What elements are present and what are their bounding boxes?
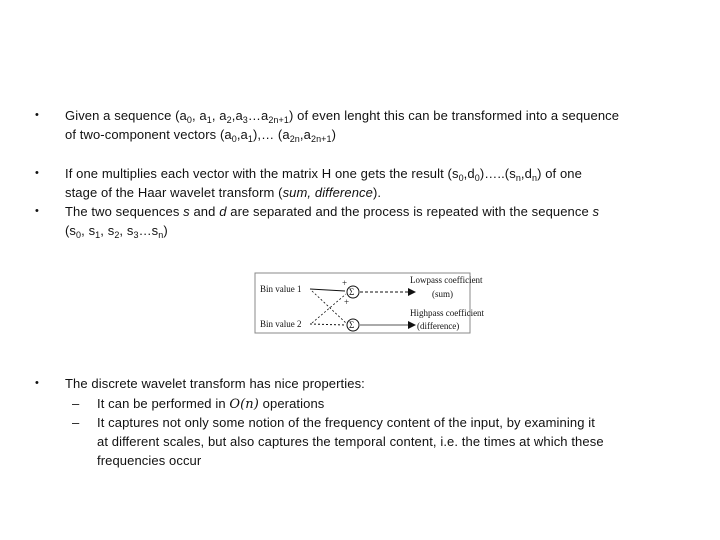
text-line <box>65 204 599 219</box>
subscript: 0 <box>186 115 192 125</box>
lowpass-sub: (sum) <box>432 289 453 299</box>
text-segment: , s <box>119 223 134 238</box>
text-segment: operations <box>258 396 325 411</box>
text-segment: ) of even lenght this can be transformed into a sequence <box>289 108 620 123</box>
subscript: n <box>158 230 164 240</box>
bullet-icon: • <box>35 109 39 121</box>
text-segment: ,d <box>520 166 532 181</box>
subscript: 2 <box>114 230 120 240</box>
text-segment: stage of the Haar wavelet transform ( <box>65 185 283 200</box>
text-segment: ). <box>372 185 382 200</box>
text-line <box>65 108 619 123</box>
plus-sign: + <box>344 297 350 307</box>
text-segment: and <box>189 204 220 219</box>
subscript: 2n+1 <box>268 115 290 125</box>
text-line <box>65 185 381 200</box>
text-segment: ,a <box>231 108 243 123</box>
subscript: 0 <box>231 134 237 144</box>
subscript: 0 <box>458 173 464 183</box>
text-line <box>65 376 365 391</box>
text-segment: of two-component vectors (a <box>65 127 232 142</box>
text-segment: ) <box>163 223 168 238</box>
text-line <box>97 396 324 412</box>
text-segment: …a <box>247 108 269 123</box>
text-line <box>97 453 201 468</box>
text-segment: O(n) <box>229 397 259 412</box>
text-segment: ,a <box>299 127 311 142</box>
text-segment: The two sequences <box>65 204 184 219</box>
text-segment: s <box>183 204 190 219</box>
text-segment: (s <box>65 223 77 238</box>
subscript: n <box>531 173 538 183</box>
subscript: 1 <box>206 115 212 125</box>
text-line <box>97 415 595 430</box>
highpass-sub: (difference) <box>417 321 460 331</box>
text-segment: are separated and the process is repeated with the sequence <box>226 204 593 219</box>
plus-sign: + <box>342 278 348 288</box>
text-segment: ),… (a <box>252 127 290 142</box>
sum-symbol: Σ <box>349 287 355 297</box>
haar-diagram <box>250 270 485 336</box>
bullet-icon: • <box>35 205 39 217</box>
subscript: n <box>515 173 521 183</box>
text-segment: The discrete wavelet transform has nice properties: <box>65 376 365 391</box>
text-line <box>97 434 604 449</box>
text-segment: Given a sequence (a <box>65 108 187 123</box>
subscript: 2 <box>226 115 232 125</box>
input-label-2: Bin value 2 <box>260 319 302 329</box>
text-segment: sum, difference <box>282 185 373 200</box>
text-segment: …s <box>138 223 159 238</box>
text-segment: It captures not only some notion of the frequency content of the input, by examining it <box>97 415 595 430</box>
text-segment: It can be performed in <box>97 396 230 411</box>
bullet-icon: • <box>35 167 39 179</box>
subscript: 3 <box>242 115 248 125</box>
text-segment: d <box>219 204 227 219</box>
dash-icon: – <box>72 415 80 430</box>
subscript: 0 <box>474 173 480 183</box>
subscript: 3 <box>133 230 139 240</box>
text-segment: , s <box>81 223 96 238</box>
text-segment: , s <box>100 223 115 238</box>
text-segment: frequencies occur <box>97 453 202 468</box>
text-segment: ) of one <box>537 166 582 181</box>
subscript: 2n+1 <box>310 134 332 144</box>
text-segment: ,d <box>463 166 475 181</box>
text-line <box>65 166 582 181</box>
text-segment: , a <box>191 108 207 123</box>
text-segment: )…..(s <box>479 166 516 181</box>
text-segment: s <box>592 204 600 219</box>
subscript: 2n <box>289 134 300 144</box>
subscript: 1 <box>247 134 253 144</box>
highpass-label: Highpass coefficient <box>410 308 485 318</box>
dash-icon: – <box>72 396 80 411</box>
text-line <box>65 127 336 142</box>
text-segment: ,a <box>236 127 248 142</box>
text-segment: , a <box>211 108 227 123</box>
bullet-icon: • <box>35 377 39 389</box>
subscript: 1 <box>95 230 101 240</box>
sum-symbol: Σ <box>349 320 355 330</box>
lowpass-label: Lowpass coefficient <box>410 275 483 285</box>
input-label-1: Bin value 1 <box>260 284 302 294</box>
text-line <box>65 223 168 238</box>
text-segment: ) <box>331 127 337 142</box>
text-segment: If one multiplies each vector with the matrix H one gets the result (s <box>65 166 459 181</box>
subscript: 0 <box>76 230 82 240</box>
text-segment: at different scales, but also captures the temporal content, i.e. the times at which these <box>97 434 604 449</box>
